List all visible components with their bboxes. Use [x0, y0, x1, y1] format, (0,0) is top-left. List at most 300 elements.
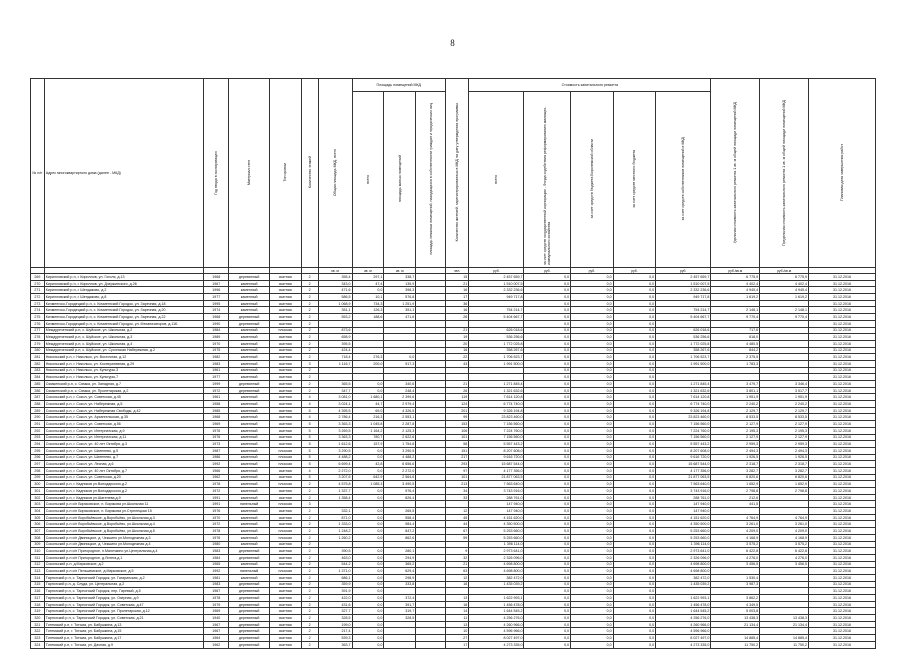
- table-row: [31, 494, 876, 501]
- row-address: Кирилловский р-н, г. Шендаково, д.8: [44, 294, 203, 301]
- row-area-nonliving: [416, 401, 446, 408]
- row-cost-regional: 0,0: [571, 280, 613, 287]
- row-total-area: 424,4: [318, 347, 352, 354]
- row-limit-cost: [760, 508, 809, 515]
- row-area-total: 42,8: [352, 461, 384, 468]
- row-cost-owners: 949 717,8: [656, 294, 711, 301]
- row-cost-total: 3 743 916,0: [469, 488, 524, 495]
- row-cost-regional: 0,0: [571, 474, 613, 481]
- row-cost-federal: 0,0: [524, 534, 571, 541]
- row-roof-type: плоская: [269, 568, 301, 575]
- row-area-total: 200,0: [352, 360, 384, 367]
- row-year: 1970: [204, 514, 229, 521]
- row-plan-date: 31.12.2016: [808, 320, 875, 327]
- table-row: [31, 641, 876, 648]
- row-floors: 5: [301, 427, 318, 434]
- row-unit-cost: [711, 628, 760, 635]
- row-plan-date: 31.12.2016: [808, 327, 875, 334]
- row-address: Тарногский р-н, с. Тарногский Городок, ул. Гагаринская, д.2: [44, 574, 203, 581]
- row-plan-date: 31.12.2016: [808, 508, 875, 515]
- row-plan-date: 31.12.2016: [808, 367, 875, 374]
- row-roof-type: скатная: [269, 274, 301, 281]
- table-row: [31, 327, 876, 334]
- row-walls: каменный: [229, 481, 269, 488]
- row-address: Сокольский р-н, г. Сокол, ул. 40 лет Октября, д.3: [44, 441, 203, 448]
- row-cost-owners: 5 404 667,7: [656, 314, 711, 321]
- row-floors: 2: [301, 320, 318, 327]
- row-plan-date: 31.12.2016: [808, 467, 875, 474]
- row-address: Тотемский р-н, г. Тотьма, ул. Бабушкина, д.17: [44, 635, 203, 642]
- row-cost-local: 0,0: [613, 387, 655, 394]
- row-total-area: 553,2: [318, 314, 352, 321]
- row-number: 270: [31, 280, 45, 287]
- row-total-area: [318, 501, 352, 508]
- row-area-nonliving: [416, 274, 446, 281]
- row-cost-total: 1 510 007,5: [469, 280, 524, 287]
- row-cost-federal: 0,0: [524, 280, 571, 287]
- row-cost-owners: 147 940,0: [656, 508, 711, 515]
- header-type: Тип кровли: [269, 79, 301, 268]
- row-cost-local: 0,0: [613, 588, 655, 595]
- row-roof-type: скатная: [269, 294, 301, 301]
- row-cost-federal: 0,0: [524, 360, 571, 367]
- row-roof-type: скатная: [269, 394, 301, 401]
- row-residents: 34: [445, 488, 468, 495]
- row-cost-federal: 0,0: [524, 387, 571, 394]
- row-residents: 10: [445, 628, 468, 635]
- row-cost-local: 0,0: [613, 381, 655, 388]
- row-residents: [445, 367, 468, 374]
- row-number: 278: [31, 334, 45, 341]
- row-cost-owners: 1 435 039,2: [656, 581, 711, 588]
- row-cost-local: 0,0: [613, 521, 655, 528]
- row-area-living: 319,7: [384, 608, 416, 615]
- row-area-nonliving: [416, 521, 446, 528]
- row-cost-total: 4 260 966,0: [469, 621, 524, 628]
- row-cost-owners: 1 456 478,0: [656, 601, 711, 608]
- row-cost-local: 0,0: [613, 554, 655, 561]
- row-number: 310: [31, 548, 45, 555]
- row-floors: 2: [301, 307, 318, 314]
- row-address: Междуреченский р-н, с. Шуйское, ул. Сухонская Набережная, д.2: [44, 347, 203, 354]
- row-cost-owners: 2 973 641,0: [656, 548, 711, 555]
- row-cost-owners: 6 774 740,0: [656, 401, 711, 408]
- row-total-area: 1 612,6: [318, 441, 352, 448]
- row-area-total: 0,0: [352, 514, 384, 521]
- row-roof-type: скатная: [269, 548, 301, 555]
- row-cost-total: 6 774 740,0: [469, 401, 524, 408]
- row-roof-type: скатная: [269, 608, 301, 615]
- row-area-living: [384, 367, 416, 374]
- row-address: Сокольский р-н с/п Воробьёвское, д.Воробьёво, ул.Школьная,д.4: [44, 521, 203, 528]
- row-roof-type: скатная: [269, 280, 301, 287]
- row-residents: 101: [445, 474, 468, 481]
- row-cost-owners: 8 027 497,0: [656, 635, 711, 642]
- row-plan-date: 31.12.2016: [808, 354, 875, 361]
- row-area-living: 2 553,1: [384, 414, 416, 421]
- row-roof-type: скатная: [269, 320, 301, 327]
- row-roof-type: скатная: [269, 340, 301, 347]
- row-walls: деревянный: [229, 387, 269, 394]
- row-limit-cost: [760, 300, 809, 307]
- row-cost-federal: 0,0: [524, 314, 571, 321]
- row-unit-cost: 212,6: [711, 494, 760, 501]
- row-cost-total: 4 256 276,0: [469, 615, 524, 622]
- row-number: 283: [31, 367, 45, 374]
- row-unit-cost: 2 798,8: [711, 488, 760, 495]
- row-cost-federal: 0,0: [524, 574, 571, 581]
- row-area-total: 1 164,2: [352, 427, 384, 434]
- row-total-area: 395,5: [318, 340, 352, 347]
- row-area-living: 298,9: [384, 574, 416, 581]
- row-area-total: [352, 541, 384, 548]
- row-walls: каменный: [229, 488, 269, 495]
- row-limit-cost: 1 951,9: [760, 394, 809, 401]
- row-area-total: 188,6: [352, 314, 384, 321]
- row-area-total: [352, 347, 384, 354]
- row-plan-date: 31.12.2016: [808, 414, 875, 421]
- row-residents: 59: [445, 534, 468, 541]
- table-row: [31, 488, 876, 495]
- table-row: [31, 367, 876, 374]
- row-year: 1979: [204, 601, 229, 608]
- row-residents: 16: [445, 307, 468, 314]
- row-cost-regional: 0,0: [571, 595, 613, 602]
- row-walls: каменный: [229, 407, 269, 414]
- row-address: Сокольский р-н, г. Сокол, ул. Набережная Свободы, д.42: [44, 407, 203, 414]
- row-roof-type: скатная: [269, 601, 301, 608]
- row-total-area: 390,5: [318, 548, 352, 555]
- row-year: 1965: [204, 561, 229, 568]
- row-unit-cost: 8 533,5: [711, 414, 760, 421]
- row-unit-cost: 1 619,2: [711, 294, 760, 301]
- row-cost-owners: 358 267,6: [656, 347, 711, 354]
- row-area-total: 0,0: [352, 635, 384, 642]
- row-number: 299: [31, 474, 45, 481]
- row-plan-date: 31.12.2016: [808, 381, 875, 388]
- row-cost-local: 0,0: [613, 608, 655, 615]
- row-unit-cost: 2 318,7: [711, 461, 760, 468]
- row-year: 1967: [204, 588, 229, 595]
- row-cost-regional: 0,0: [571, 521, 613, 528]
- row-walls: каменный: [229, 494, 269, 501]
- row-floors: 5: [301, 474, 318, 481]
- row-cost-regional: 0,0: [571, 628, 613, 635]
- row-roof-type: скатная: [269, 421, 301, 428]
- row-walls: деревянный: [229, 588, 269, 595]
- row-unit-cost: 1 926,5: [711, 454, 760, 461]
- row-walls: каменный: [229, 474, 269, 481]
- table-row: [31, 421, 876, 428]
- row-cost-local: 0,0: [613, 407, 655, 414]
- row-number: 305: [31, 514, 45, 521]
- row-area-nonliving: [416, 434, 446, 441]
- row-cost-total: 4 273 335,0: [469, 641, 524, 648]
- row-number: 312: [31, 561, 45, 568]
- row-roof-type: скатная: [269, 407, 301, 414]
- row-area-living: 333,8: [384, 581, 416, 588]
- row-area-nonliving: [416, 340, 446, 347]
- row-roof-type: скатная: [269, 427, 301, 434]
- row-walls: деревянный: [229, 314, 269, 321]
- header-cost-regional: за счет средств бюджета Воронежской области: [571, 92, 613, 268]
- row-address: Никольский р-н, г. Никольск, ул. Кооперативная, д.29: [44, 360, 203, 367]
- row-total-area: 544,2: [318, 561, 352, 568]
- row-address: Сокольский р-н с/п Воробьёвское, д.Воробьёво, ул.Школьная,д.5: [44, 528, 203, 535]
- row-address: Сокольский р-н, г. Сокол, ул. Советская, д.56: [44, 421, 203, 428]
- table-body: [31, 274, 876, 649]
- row-cost-owners: 4 151 620,0: [656, 514, 711, 521]
- row-year: 1974: [204, 307, 229, 314]
- row-year: 1973: [204, 441, 229, 448]
- row-residents: 63: [445, 568, 468, 575]
- row-cost-federal: 0,0: [524, 628, 571, 635]
- row-residents: 18: [445, 581, 468, 588]
- row-cost-total: 7 224 760,0: [469, 427, 524, 434]
- table-row: [31, 467, 876, 474]
- row-address: Сокольский р-н, г. Сокол, ул. Архангельская, д.35: [44, 414, 203, 421]
- row-limit-cost: 3 261,0: [760, 521, 809, 528]
- row-plan-date: 31.12.2016: [808, 581, 875, 588]
- row-area-living: 294,9: [384, 554, 416, 561]
- row-walls: каменный: [229, 294, 269, 301]
- row-floors: 2: [301, 595, 318, 602]
- row-address: Сокольский р-н, г. Сокол, ул. Шатенево, д.7: [44, 454, 203, 461]
- row-roof-type: скатная: [269, 401, 301, 408]
- row-total-area: 658,9: [318, 334, 352, 341]
- row-plan-date: 31.12.2016: [808, 394, 875, 401]
- row-walls: каменный: [229, 421, 269, 428]
- row-cost-local: 0,0: [613, 294, 655, 301]
- row-plan-date: 31.12.2016: [808, 588, 875, 595]
- row-area-total: 0,0: [352, 508, 384, 515]
- row-area-living: [384, 327, 416, 334]
- row-cost-local: 0,0: [613, 354, 655, 361]
- row-area-total: 0,0: [352, 287, 384, 294]
- row-floors: 5: [301, 441, 318, 448]
- row-year: 1961: [204, 394, 229, 401]
- row-roof-type: скатная: [269, 334, 301, 341]
- row-cost-owners: 2 457 659,7: [656, 274, 711, 281]
- row-floors: 2: [301, 588, 318, 595]
- row-unit-cost: 1 652,9: [711, 481, 760, 488]
- row-area-living: 629,4: [384, 568, 416, 575]
- table-row: [31, 508, 876, 515]
- row-cost-local: 0,0: [613, 394, 655, 401]
- row-plan-date: 31.12.2016: [808, 287, 875, 294]
- row-address: Сокольский р-н, г. Сокол, ул. Лесная, д.6: [44, 461, 203, 468]
- row-roof-type: скатная: [269, 521, 301, 528]
- row-cost-owners: 7 224 760,0: [656, 427, 711, 434]
- row-residents: 293: [445, 461, 468, 468]
- row-total-area: 431,6: [318, 601, 352, 608]
- row-cost-federal: 0,0: [524, 548, 571, 555]
- row-plan-date: 31.12.2016: [808, 447, 875, 454]
- row-address: Сокольский р-н, г. Кадников ул.Шатенева,д.9: [44, 494, 203, 501]
- row-unit-cost: 1 951,9: [711, 394, 760, 401]
- row-limit-cost: 2 494,3: [760, 447, 809, 454]
- row-cost-regional: 0,0: [571, 534, 613, 541]
- row-cost-total: 2 326 096,0: [469, 554, 524, 561]
- row-number: 311: [31, 554, 45, 561]
- row-cost-federal: 0,0: [524, 434, 571, 441]
- row-area-total: 0,0: [352, 554, 384, 561]
- row-year: 1967: [204, 628, 229, 635]
- row-area-living: 3 490,5: [384, 481, 416, 488]
- row-residents: 21: [445, 381, 468, 388]
- row-area-total: 126,3: [352, 307, 384, 314]
- row-cost-federal: 0,0: [524, 327, 571, 334]
- table-row: [31, 354, 876, 361]
- row-cost-local: 0,0: [613, 274, 655, 281]
- row-limit-cost: 2 129,7: [760, 407, 809, 414]
- row-area-total: 157,9: [352, 441, 384, 448]
- row-number: 275: [31, 314, 45, 321]
- header-year: Год ввода в эксплуатацию: [204, 79, 229, 268]
- row-cost-owners: 9 616 720,0: [656, 454, 711, 461]
- row-floors: 3: [301, 360, 318, 367]
- row-total-area: 3 024,1: [318, 401, 352, 408]
- row-cost-local: 0,0: [613, 635, 655, 642]
- table-row: [31, 347, 876, 354]
- row-area-nonliving: [416, 367, 446, 374]
- row-limit-cost: 14 885,4: [760, 635, 809, 642]
- row-cost-federal: 0,0: [524, 501, 571, 508]
- row-walls: каменный: [229, 541, 269, 548]
- row-area-living: [384, 641, 416, 648]
- row-cost-owners: 4 350 500,0: [656, 521, 711, 528]
- row-plan-date: 31.12.2016: [808, 387, 875, 394]
- row-area-nonliving: [416, 514, 446, 521]
- row-walls: деревянный: [229, 554, 269, 561]
- row-cost-total: 1 435 039,2: [469, 581, 524, 588]
- row-number: 296: [31, 454, 45, 461]
- row-area-total: 1 045,8: [352, 421, 384, 428]
- row-cost-federal: 0,0: [524, 334, 571, 341]
- table-row: [31, 581, 876, 588]
- row-cost-owners: 15 687 544,0: [656, 461, 711, 468]
- header-floors: Количество этажей: [301, 79, 318, 268]
- row-cost-total: 1 991 500,0: [469, 360, 524, 367]
- row-walls: деревянный: [229, 381, 269, 388]
- row-address: Кичменгско-Городецкий р-н, с. Кичменгский Городок, ул. Заречная, д.18: [44, 300, 203, 307]
- row-floors: 2: [301, 514, 318, 521]
- row-cost-regional: 0,0: [571, 494, 613, 501]
- unit-cell: руб.: [524, 268, 571, 274]
- row-number: 285: [31, 381, 45, 388]
- header-area-group: Площадь помещений МКД: [352, 79, 445, 92]
- row-limit-cost: 2 148,1: [760, 307, 809, 314]
- row-year: 1975: [204, 347, 229, 354]
- row-limit-cost: 2 127,9: [760, 421, 809, 428]
- row-address: Сямженский р-н, с. Сямжа, ул. Пролетарская, д.2: [44, 387, 203, 394]
- table-row: [31, 360, 876, 367]
- row-plan-date: 31.12.2016: [808, 307, 875, 314]
- row-cost-federal: 0,0: [524, 528, 571, 535]
- row-cost-local: 0,0: [613, 454, 655, 461]
- table-row: [31, 287, 876, 294]
- row-walls: каменный: [229, 441, 269, 448]
- row-limit-cost: [760, 501, 809, 508]
- row-unit-cost: 21 134,4: [711, 621, 760, 628]
- row-total-area: 359,9: [318, 581, 352, 588]
- row-number: 291: [31, 421, 45, 428]
- row-roof-type: скатная: [269, 514, 301, 521]
- row-limit-cost: 11 750,2: [760, 641, 809, 648]
- row-area-nonliving: [416, 501, 446, 508]
- row-floors: 2: [301, 488, 318, 495]
- row-cost-local: 0,0: [613, 434, 655, 441]
- row-number: 284: [31, 374, 45, 381]
- row-limit-cost: 6 422,8: [760, 548, 809, 555]
- row-year: 1986: [204, 454, 229, 461]
- row-floors: 2: [301, 374, 318, 381]
- row-address: Сокольский р-н с/п Пригородное, п.Малечкино ул.Центральная,д.4: [44, 548, 203, 555]
- row-area-living: 917,3: [384, 360, 416, 367]
- row-area-nonliving: [416, 641, 446, 648]
- row-cost-owners: 8 207 608,0: [656, 447, 711, 454]
- header-total-area: Общая площадь МКД, всего: [318, 79, 352, 268]
- row-year: 1972: [204, 488, 229, 495]
- row-total-area: 1 068,9: [318, 300, 352, 307]
- row-cost-regional: 0,0: [571, 314, 613, 321]
- row-cost-owners: [656, 367, 711, 374]
- row-limit-cost: 4 168,9: [760, 534, 809, 541]
- row-cost-regional: 0,0: [571, 294, 613, 301]
- row-area-living: 847,2: [384, 528, 416, 535]
- row-walls: каменный: [229, 467, 269, 474]
- row-limit-cost: 2 127,9: [760, 434, 809, 441]
- row-number: 317: [31, 595, 45, 602]
- row-unit-cost: 5 003,8: [711, 608, 760, 615]
- row-cost-total: 2 973 641,0: [469, 548, 524, 555]
- row-cost-federal: 0,0: [524, 514, 571, 521]
- row-year: 1985: [204, 407, 229, 414]
- row-year: 1976: [204, 534, 229, 541]
- row-unit-cost: [711, 300, 760, 307]
- row-limit-cost: [760, 595, 809, 602]
- row-year: 1967: [204, 280, 229, 287]
- row-walls: каменный: [229, 300, 269, 307]
- table-row: [31, 588, 876, 595]
- row-floors: 2: [301, 494, 318, 501]
- row-residents: 15: [445, 274, 468, 281]
- row-area-living: [384, 374, 416, 381]
- row-address: Тотемский р-н, г. Тотьма, ул. Дачная, д.9: [44, 641, 203, 648]
- unit-cell: руб.: [656, 268, 711, 274]
- row-number: 271: [31, 287, 45, 294]
- row-area-total: 0,0: [352, 454, 384, 461]
- row-area-total: 0,0: [352, 581, 384, 588]
- header-walls: Материал стен: [229, 79, 269, 268]
- row-residents: 21: [445, 280, 468, 287]
- row-cost-owners: 5 253 660,0: [656, 534, 711, 541]
- row-number: 289: [31, 407, 45, 414]
- row-year: 1983: [204, 581, 229, 588]
- row-cost-local: 0,0: [613, 501, 655, 508]
- row-walls: каменный: [229, 434, 269, 441]
- row-limit-cost: [760, 340, 809, 347]
- row-cost-regional: 0,0: [571, 561, 613, 568]
- row-area-living: 248,4: [384, 387, 416, 394]
- row-plan-date: 31.12.2016: [808, 421, 875, 428]
- table-row: [31, 514, 876, 521]
- row-cost-federal: 0,0: [524, 287, 571, 294]
- table-row: [31, 314, 876, 321]
- row-area-living: 2 399,6: [384, 394, 416, 401]
- row-plan-date: 31.12.2016: [808, 461, 875, 468]
- row-year: 1995: [204, 300, 229, 307]
